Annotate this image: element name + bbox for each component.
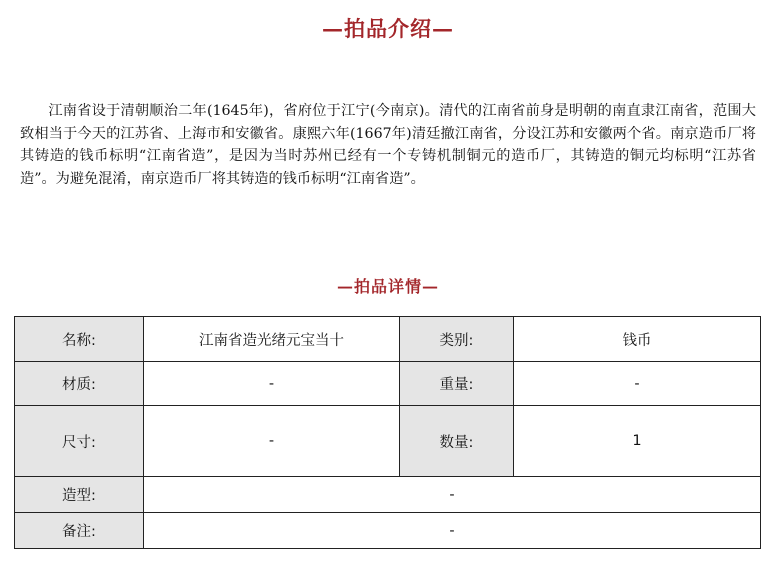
shape-value: - xyxy=(144,477,761,513)
name-value: 江南省造光绪元宝当十 xyxy=(144,317,400,362)
intro-paragraph: 江南省设于清朝顺治二年(1645年)，省府位于江宁(今南京)。清代的江南省前身是明朝的南直隶江南省，范围大致相当于今天的江苏省、上海市和安徽省。康熙六年(1667年)清廷撤江南省，分设江苏和安徽两个省。南京造币厂将其铸造的钱币标明“江南省造”，是因为当时苏州已经有一个专铸机制铜元的造币厂，其铸造的铜元均标明“江苏省造”。为避免混淆，南京造币厂将其铸造的钱币标明“江南省造”。 xyxy=(20,103,756,187)
details-section-title: —拍品详情— xyxy=(336,277,439,296)
weight-label: 重量: xyxy=(400,362,514,406)
size-value: - xyxy=(144,406,400,477)
quantity-value: 1 xyxy=(514,406,761,477)
category-value: 钱币 xyxy=(514,317,761,362)
details-table xyxy=(14,316,761,549)
name-label: 名称: xyxy=(15,317,144,362)
remarks-label: 备注: xyxy=(15,513,144,549)
weight-value: - xyxy=(514,362,761,406)
remarks-value: - xyxy=(144,513,761,549)
material-value: - xyxy=(144,362,400,406)
quantity-label: 数量: xyxy=(400,406,514,477)
material-label: 材质: xyxy=(15,362,144,406)
table-row xyxy=(15,477,761,513)
table-row xyxy=(15,317,761,362)
table-row xyxy=(15,362,761,406)
intro-section-title: —拍品介绍— xyxy=(322,16,454,41)
size-label: 尺寸: xyxy=(15,406,144,477)
category-label: 类别: xyxy=(400,317,514,362)
shape-label: 造型: xyxy=(15,477,144,513)
table-row xyxy=(15,406,761,477)
table-row xyxy=(15,513,761,549)
